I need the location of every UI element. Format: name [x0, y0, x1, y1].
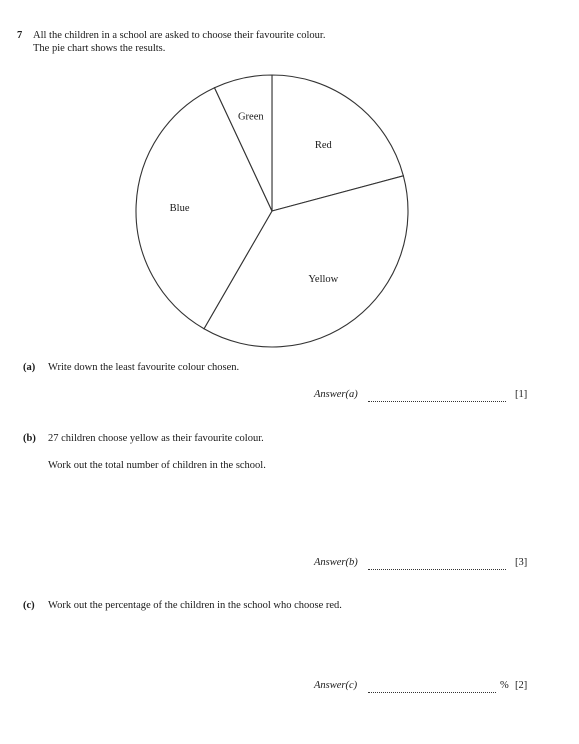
- pie-label-green: Green: [237, 111, 264, 123]
- part-c-label: (c): [23, 600, 35, 611]
- part-c-unit: %: [500, 680, 509, 691]
- part-a-answer-label: Answer(a): [314, 389, 358, 400]
- part-a-label: (a): [23, 362, 36, 373]
- pie-label-yellow: Yellow: [308, 273, 339, 285]
- part-c-text: Work out the percentage of the children in the school who choose red.: [48, 600, 342, 611]
- part-a-text: Write down the least favourite colour chosen.: [48, 362, 240, 373]
- part-c-marks: [2]: [515, 680, 528, 691]
- question-number: 7: [17, 30, 23, 41]
- part-a-marks: [1]: [515, 389, 528, 400]
- part-a-answer-line[interactable]: [368, 401, 506, 402]
- question-intro-line1: All the children in a school are asked to choose their favourite colour.: [33, 30, 326, 41]
- part-b-text2: Work out the total number of children in the school.: [48, 460, 266, 471]
- pie-label-blue: Blue: [169, 202, 190, 214]
- part-b-label: (b): [23, 433, 36, 444]
- part-b-answer-label: Answer(b): [314, 557, 358, 568]
- part-c-answer-label: Answer(c): [314, 680, 358, 691]
- part-b-marks: [3]: [515, 557, 528, 568]
- part-b-text: 27 children choose yellow as their favourite colour.: [48, 433, 264, 444]
- pie-label-red: Red: [314, 140, 332, 152]
- part-c-answer-line[interactable]: [368, 692, 496, 693]
- part-b-answer-line[interactable]: [368, 569, 506, 570]
- question-intro-line2: The pie chart shows the results.: [33, 43, 166, 54]
